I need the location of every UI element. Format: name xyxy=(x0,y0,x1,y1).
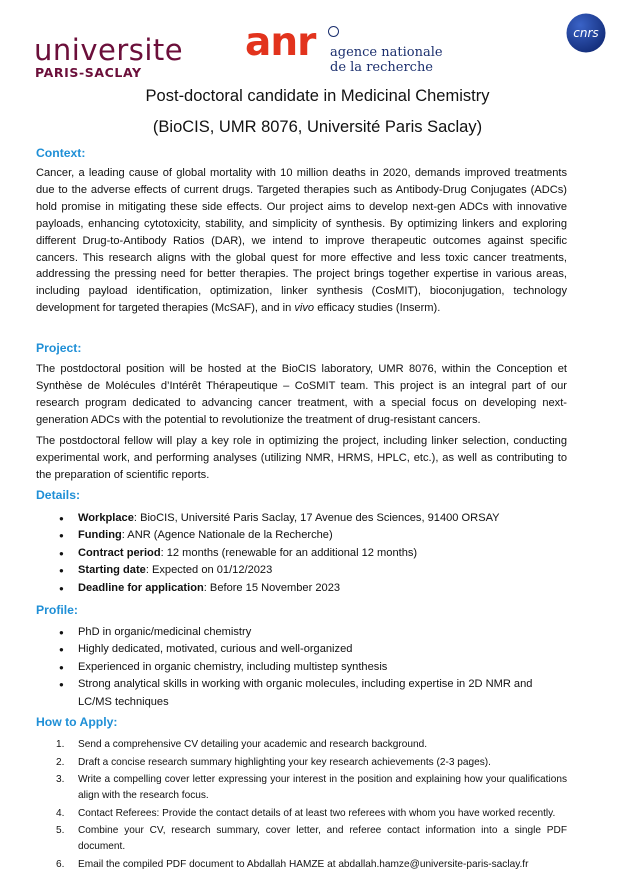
details-item-workplace: ● Workplace: BioCIS, Université Paris Saclay, 17 Avenue des Sciences, 91400 ORSAY xyxy=(36,510,576,527)
universite-paris-saclay-logo xyxy=(34,33,184,80)
details-item-starting-date: ● Starting date: Expected on 01/12/2023 xyxy=(36,562,576,579)
anr-logo-line1: agence nationale xyxy=(330,45,443,60)
profile-heading: Profile: xyxy=(36,603,78,617)
anr-registered-icon xyxy=(328,26,339,37)
details-item-contract: ● Contract period: 12 months (renewable for an additional 12 months) xyxy=(36,545,576,562)
apply-step: 1. Send a comprehensive CV detailing your academic and research background. xyxy=(56,739,427,750)
universite-logo-word: universite xyxy=(34,33,184,67)
details-list xyxy=(36,510,576,597)
how-to-apply-heading: How to Apply: xyxy=(36,715,118,729)
anr-logo-line2: de la recherche xyxy=(330,60,434,75)
profile-item: ● Strong analytical skills in working with organic molecules, including expertise in 2D NMR and LC/MS techniques xyxy=(36,676,567,711)
apply-step: 2. Draft a concise research summary highlighting your key research achievements (2-3 pages). xyxy=(56,756,491,768)
context-text-end: efficacy studies (Inserm). xyxy=(314,302,441,315)
context-paragraph xyxy=(36,165,567,317)
paris-saclay-logo-sub: PARIS-SACLAY xyxy=(35,65,142,80)
apply-step: 5. Combine your CV, research summary, cover letter, and referee contact information into a single PDF document. xyxy=(56,825,567,853)
apply-step: 4. Contact Referees: Provide the contact details of at least two referees with whom you have worked recently. xyxy=(56,807,556,819)
cnrs-logo xyxy=(566,13,606,53)
context-heading: Context: xyxy=(36,146,86,160)
details-item-funding: ● Funding: ANR (Agence Nationale de la Recherche) xyxy=(36,527,576,544)
anr-logo xyxy=(245,20,445,76)
page-subtitle: (BioCIS, UMR 8076, Université Paris Saclay) xyxy=(152,118,483,136)
cnrs-logo-text: cnrs xyxy=(573,26,599,40)
details-item-deadline: ● Deadline for application: Before 15 November 2023 xyxy=(36,580,576,597)
apply-step: 6. Email the compiled PDF document to Abdallah HAMZE at abdallah.hamze@universite-paris-saclay.fr xyxy=(56,858,529,870)
profile-item: ● Experienced in organic chemistry, including multistep synthesis xyxy=(36,659,567,676)
project-paragraph-1: The postdoctoral position will be hosted at the BioCIS laboratory, UMR 8076, within the Conception et Synthèse de Molécules d’Intérêt Thérapeutique – CoSMIT team. This project is an integral part of our research program dedicated to advancing cancer treatment, with a special focus on developing next-generation ADCs with the potential to revolutionize the treatment of drug-resistant cancers. xyxy=(36,363,567,426)
profile-item: ● PhD in organic/medicinal chemistry xyxy=(36,624,567,641)
context-italic: vivo xyxy=(294,302,315,315)
details-heading: Details: xyxy=(36,488,81,502)
apply-steps-list xyxy=(36,737,567,875)
page-title: Post-doctoral candidate in Medicinal Chemistry xyxy=(145,87,490,105)
apply-step: 3. Write a compelling cover letter expressing your interest in the position and explaining how your qualifications align with the research focus. xyxy=(56,774,567,802)
profile-list xyxy=(36,624,567,711)
context-text: Cancer, a leading cause of global mortality with 10 million deaths in 2020, demands improved treatments due to the adverse effects of current drugs. Targeted therapies such as Antibody-Drug Conjugates (ADCs) hold promise in mitigating these side effects. Our project aims to develop next-gen ADCs with innovative payloads, enhancing cytotoxicity, stability, and simplicity of synthesis. By optimizing linkers and exploring different Drug-to-Antibody Ratios (DAR), we intend to improve therapeutic outcomes against specific cancers. This research aligns with the global quest for more effective and less toxic cancer treatments, addressing the pressing need for better therapies. The project brings together expertise in various areas, including payload identification, optimization, linker synthesis (CosMIT), bioconjugation, technology development for targeted therapies (McSAF), and in xyxy=(36,167,567,315)
project-paragraph-2: The postdoctoral fellow will play a key role in optimizing the project, including linker selection, conducting experimental work, and performing analyses (utilizing NMR, HRMS, HPLC, etc.), as well as contributing to the preparation of scientific reports. xyxy=(36,435,567,481)
profile-item: ● Highly dedicated, motivated, curious and well-organized xyxy=(36,641,567,658)
anr-logo-word: anr xyxy=(245,20,316,65)
project-heading: Project: xyxy=(36,341,82,355)
